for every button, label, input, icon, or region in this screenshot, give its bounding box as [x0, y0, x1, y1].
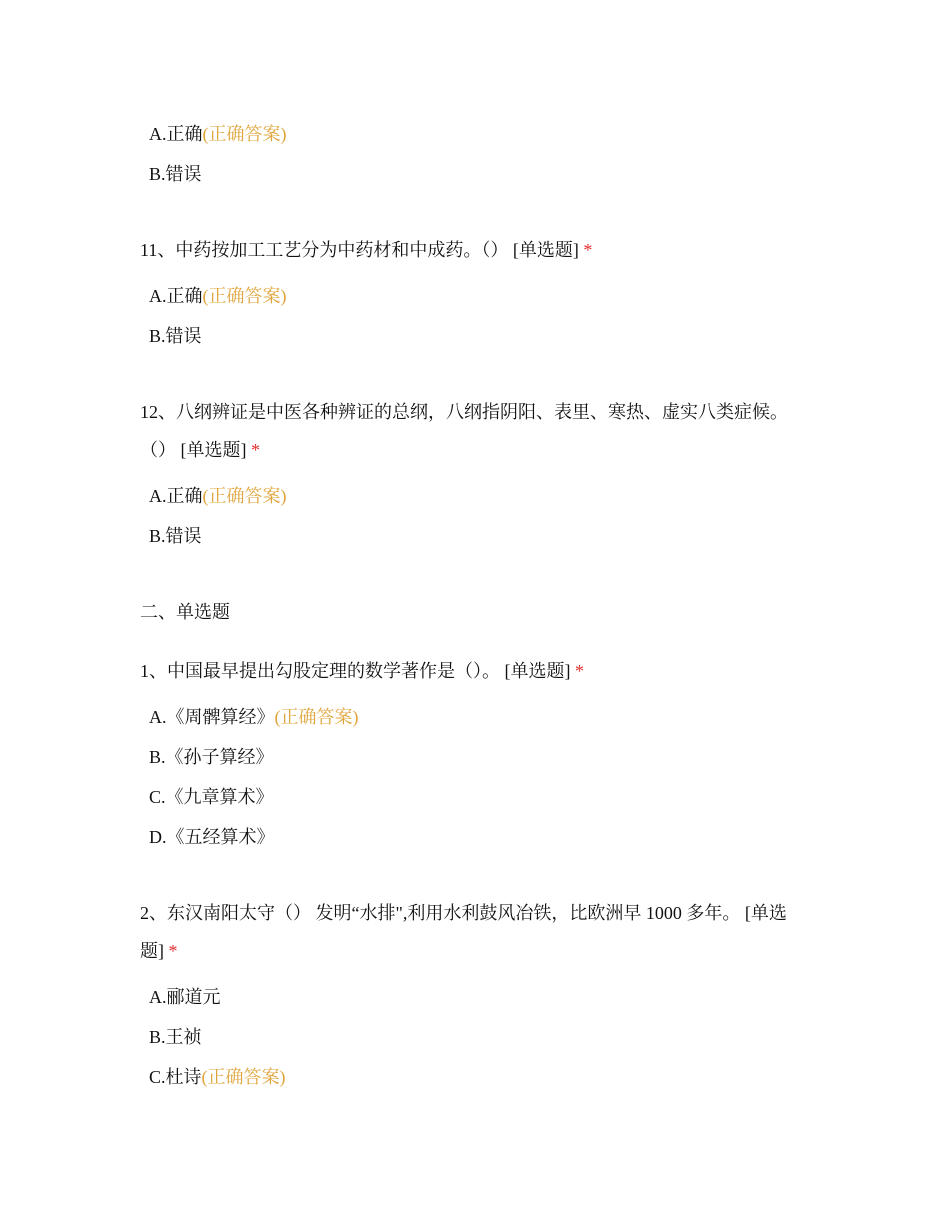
single-choice-question-2-line-1 — [140, 901, 787, 925]
q11-option-b — [149, 324, 202, 348]
question-text: （） [单选题] — [140, 440, 247, 460]
question-text: 11、中药按加工工艺分为中药材和中成药。（） [单选题] — [140, 240, 579, 260]
correct-answer-mark: (正确答案) — [202, 286, 287, 306]
s1-option-a — [149, 705, 359, 729]
question-12-line-2 — [140, 438, 260, 462]
question-text: 1、中国最早提出勾股定理的数学著作是（）。 [单选题] — [140, 661, 571, 681]
option-text: A.郦道元 — [149, 987, 221, 1007]
option-text: B.《孙子算经》 — [149, 747, 274, 767]
question-11 — [140, 238, 592, 262]
option-text: C.《九章算术》 — [149, 787, 274, 807]
single-choice-question-2-line-2 — [140, 939, 178, 963]
option-text: A.正确 — [149, 286, 203, 306]
question-text: 2、东汉南阳太守（） 发明“水排",利用水利鼓风冶铁，比欧洲早 1000 多年。 [单选 — [140, 903, 787, 923]
q12-option-b — [149, 524, 202, 548]
option-text: A.《周髀算经》 — [149, 707, 275, 727]
section-title — [140, 600, 230, 624]
s1-option-c — [149, 785, 274, 809]
option-text: B.错误 — [149, 526, 202, 546]
required-asterisk: * — [168, 941, 178, 961]
correct-answer-mark: (正确答案) — [274, 707, 359, 727]
q11-option-a — [149, 284, 287, 308]
correct-answer-mark: (正确答案) — [201, 1067, 286, 1087]
option-text: A.正确 — [149, 486, 203, 506]
option-text: B.错误 — [149, 326, 202, 346]
single-choice-question-1 — [140, 659, 584, 683]
s2-option-b — [149, 1025, 202, 1049]
option-text: C.杜诗 — [149, 1067, 202, 1087]
question-12-line-1 — [140, 400, 788, 424]
option-text: A.正确 — [149, 124, 203, 144]
correct-answer-mark: (正确答案) — [202, 124, 287, 144]
required-asterisk: * — [583, 240, 593, 260]
s1-option-b — [149, 745, 274, 769]
q10-option-b — [149, 162, 202, 186]
q12-option-a — [149, 484, 287, 508]
required-asterisk: * — [575, 661, 584, 681]
question-text: 题] — [140, 941, 164, 961]
section-title-text: 二、单选题 — [140, 602, 230, 622]
s1-option-d — [149, 825, 275, 849]
q10-option-a — [149, 122, 287, 146]
s2-option-a — [149, 985, 221, 1009]
s2-option-c — [149, 1065, 286, 1089]
required-asterisk: * — [251, 440, 260, 460]
option-text: B.王祯 — [149, 1027, 202, 1047]
option-text: D.《五经算术》 — [149, 827, 275, 847]
correct-answer-mark: (正确答案) — [202, 486, 287, 506]
option-text: B.错误 — [149, 164, 202, 184]
question-text: 12、八纲辨证是中医各种辨证的总纲，八纲指阴阳、表里、寒热、虚实八类症候。 — [140, 402, 788, 422]
